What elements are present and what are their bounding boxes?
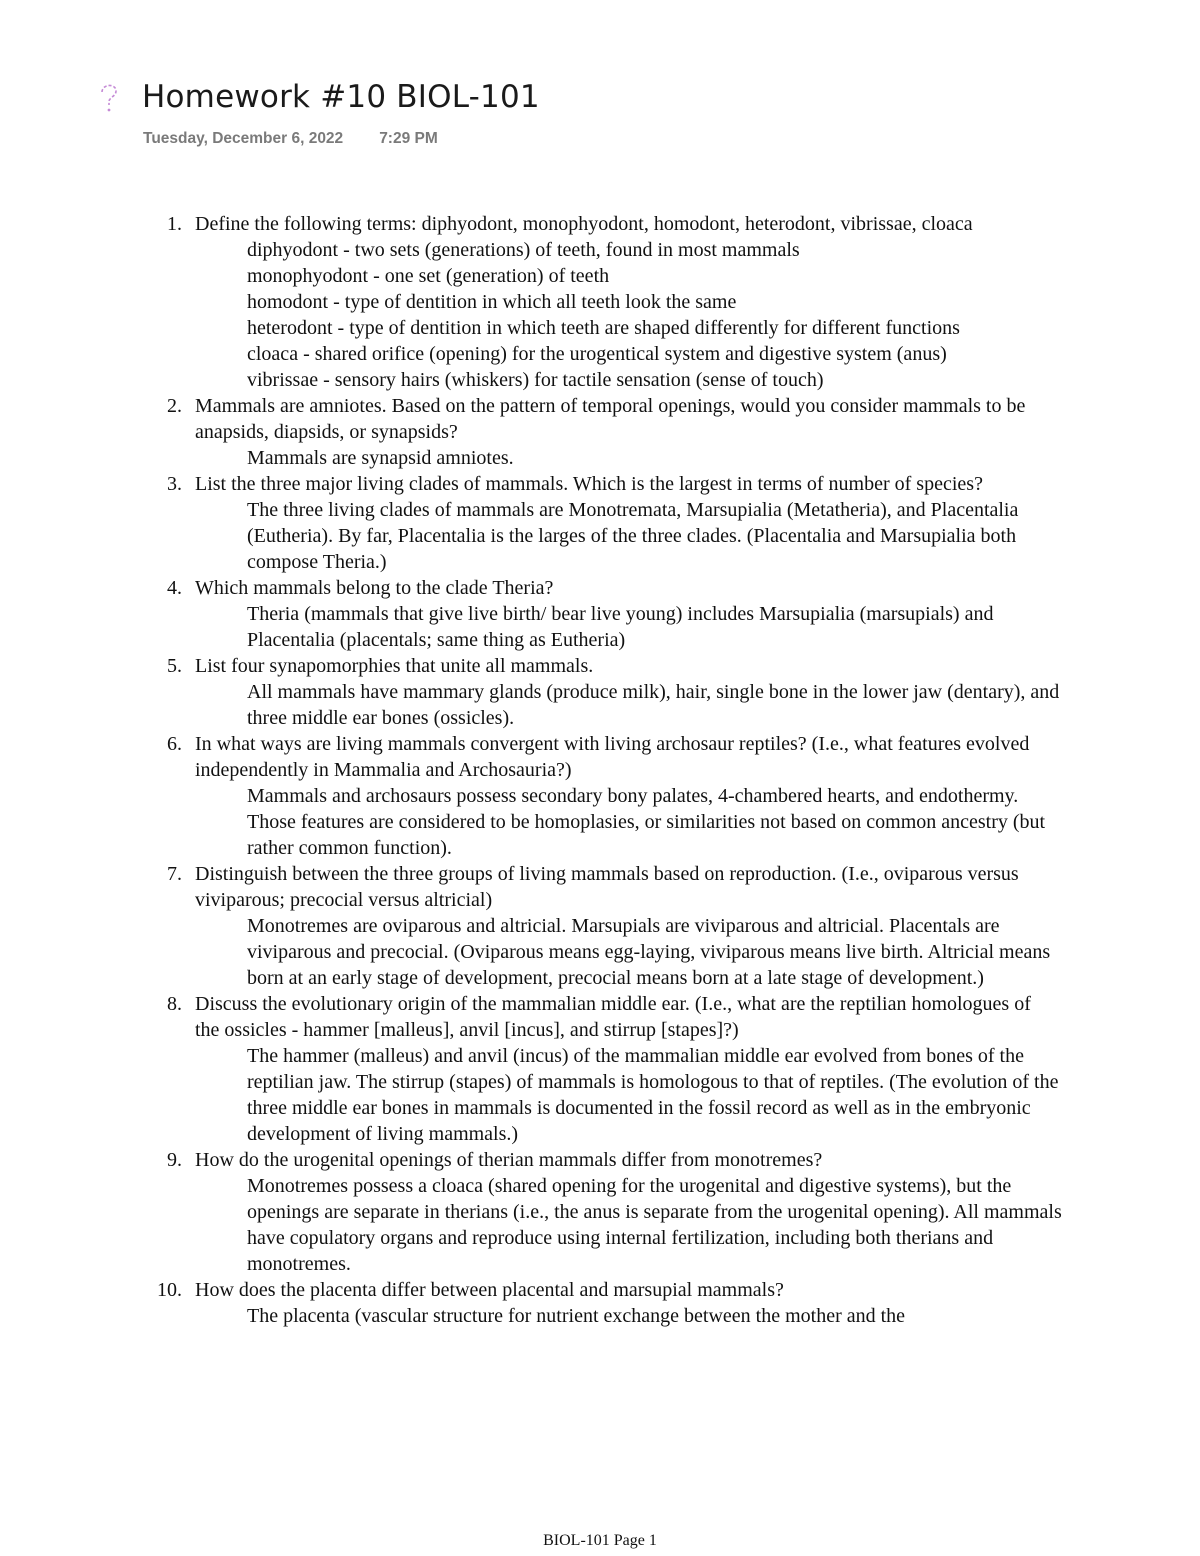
answer-text: All mammals have mammary glands (produce milk), hair, single bone in the lower jaw (dentary), and three middle ear bones (ossicles). — [247, 681, 1060, 729]
question-text: How does the placenta differ between placental and marsupial mammals? — [195, 1279, 784, 1301]
answer-block — [195, 1303, 1062, 1329]
question-item — [0, 1147, 1060, 1277]
question-number: 6. — [167, 733, 182, 755]
title-row — [94, 74, 1094, 120]
question-text: How do the urogenital openings of therian mammals differ from monotremes? — [195, 1149, 823, 1171]
page-footer: BIOL-101 Page 1 — [543, 1532, 657, 1549]
answer-text: Monotremes are oviparous and altricial. Marsupials are viviparous and altricial. Placentals are viviparous and precocial. (Oviparous means egg-laying, viviparous means live birth. Altricial means born at an early stage of development, precocial means born at a late stage of development.) — [247, 915, 1051, 989]
page-date: Tuesday, December 6, 2022 — [143, 130, 344, 147]
answer-text: heterodont - type of dentition in which teeth are shaped differently for different functions — [247, 317, 960, 339]
question-number: 7. — [167, 863, 182, 885]
answer-block — [195, 679, 1062, 731]
question-item — [0, 575, 1060, 653]
answer-text: vibrissae - sensory hairs (whiskers) for tactile sensation (sense of touch) — [247, 369, 824, 391]
question-item — [0, 861, 1060, 991]
answer-block — [195, 237, 1062, 393]
question-list — [0, 211, 1200, 1329]
question-item — [0, 653, 1060, 731]
answer-text: monophyodont - one set (generation) of teeth — [247, 265, 610, 287]
question-item — [0, 211, 1060, 393]
note-tag-icon — [94, 74, 124, 120]
question-item — [0, 1277, 1060, 1329]
page-time: 7:29 PM — [379, 130, 438, 147]
question-item — [0, 393, 1060, 471]
answer-block — [195, 601, 1062, 653]
answer-block — [195, 1043, 1062, 1147]
question-item — [0, 471, 1060, 575]
answer-text: homodont - type of dentition in which all teeth look the same — [247, 291, 737, 313]
answer-block — [195, 445, 1062, 471]
answer-text: The placenta (vascular structure for nutrient exchange between the mother and the — [247, 1305, 906, 1327]
question-text: Define the following terms: diphyodont, monophyodont, homodont, heterodont, vibrissae, cloaca — [195, 213, 973, 235]
question-text: In what ways are living mammals convergent with living archosaur reptiles? (I.e., what features evolved independently in Mammalia and Archosauria?) — [195, 733, 1030, 781]
answer-block — [195, 1173, 1062, 1277]
answer-text: Theria (mammals that give live birth/ bear live young) includes Marsupialia (marsupials) and Placentalia (placentals; same thing as Eutheria) — [247, 603, 994, 651]
question-number: 2. — [167, 395, 182, 417]
page-content — [0, 211, 1200, 1329]
question-number: 3. — [167, 473, 182, 495]
answer-text: Mammals and archosaurs possess secondary bony palates, 4-chambered hearts, and endothermy. Those features are considered to be homoplasies, or similarities not based on common ancestry (but rather common function). — [247, 785, 1046, 859]
page-title: Homework #10 BIOL-101 — [142, 79, 540, 115]
question-text: Mammals are amniotes. Based on the pattern of temporal openings, would you consider mammals to be anapsids, diapsids, or synapsids? — [195, 395, 1026, 443]
question-number: 1. — [167, 213, 182, 235]
answer-text: diphyodont - two sets (generations) of teeth, found in most mammals — [247, 239, 800, 261]
answer-block — [195, 497, 1062, 575]
question-number: 10. — [157, 1279, 182, 1301]
question-number: 5. — [167, 655, 182, 677]
page-meta — [143, 130, 1094, 148]
question-text: List four synapomorphies that unite all mammals. — [195, 655, 594, 677]
page-header — [94, 74, 1094, 148]
question-text: Which mammals belong to the clade Theria? — [195, 577, 554, 599]
question-item — [0, 991, 1060, 1147]
question-number: 9. — [167, 1149, 182, 1171]
answer-block — [195, 783, 1062, 861]
question-text: List the three major living clades of mammals. Which is the largest in terms of number of species? — [195, 473, 983, 495]
question-number: 4. — [167, 577, 182, 599]
answer-text: The hammer (malleus) and anvil (incus) of the mammalian middle ear evolved from bones of the reptilian jaw. The stirrup (stapes) of mammals is homologous to that of reptiles. (The evolution of the three middle ear bones in mammals is documented in the fossil record as well as in the embryonic development of living mammals.) — [247, 1045, 1059, 1145]
answer-text: The three living clades of mammals are Monotremata, Marsupialia (Metatheria), and Placentalia (Eutheria). By far, Placentalia is the larges of the three clades. (Placentalia and Marsupialia both compose Theria.) — [247, 499, 1019, 573]
question-text: Discuss the evolutionary origin of the mammalian middle ear. (I.e., what are the reptilian homologues of the ossicles - hammer [malleus], anvil [incus], and stirrup [stapes]?) — [195, 993, 1031, 1041]
answer-text: cloaca - shared orifice (opening) for the urogentical system and digestive system (anus) — [247, 343, 947, 365]
question-text: Distinguish between the three groups of living mammals based on reproduction. (I.e., oviparous versus viviparous; precocial versus altricial) — [195, 863, 1019, 911]
answer-block — [195, 913, 1062, 991]
question-item — [0, 731, 1060, 861]
answer-text: Monotremes possess a cloaca (shared opening for the urogenital and digestive systems), but the openings are separate in therians (i.e., the anus is separate from the urogenital opening). All mammals have copulatory organs and reproduce using internal fertilization, including both therians and monotremes. — [247, 1175, 1062, 1275]
question-number: 8. — [167, 993, 182, 1015]
answer-text: Mammals are synapsid amniotes. — [247, 447, 514, 469]
